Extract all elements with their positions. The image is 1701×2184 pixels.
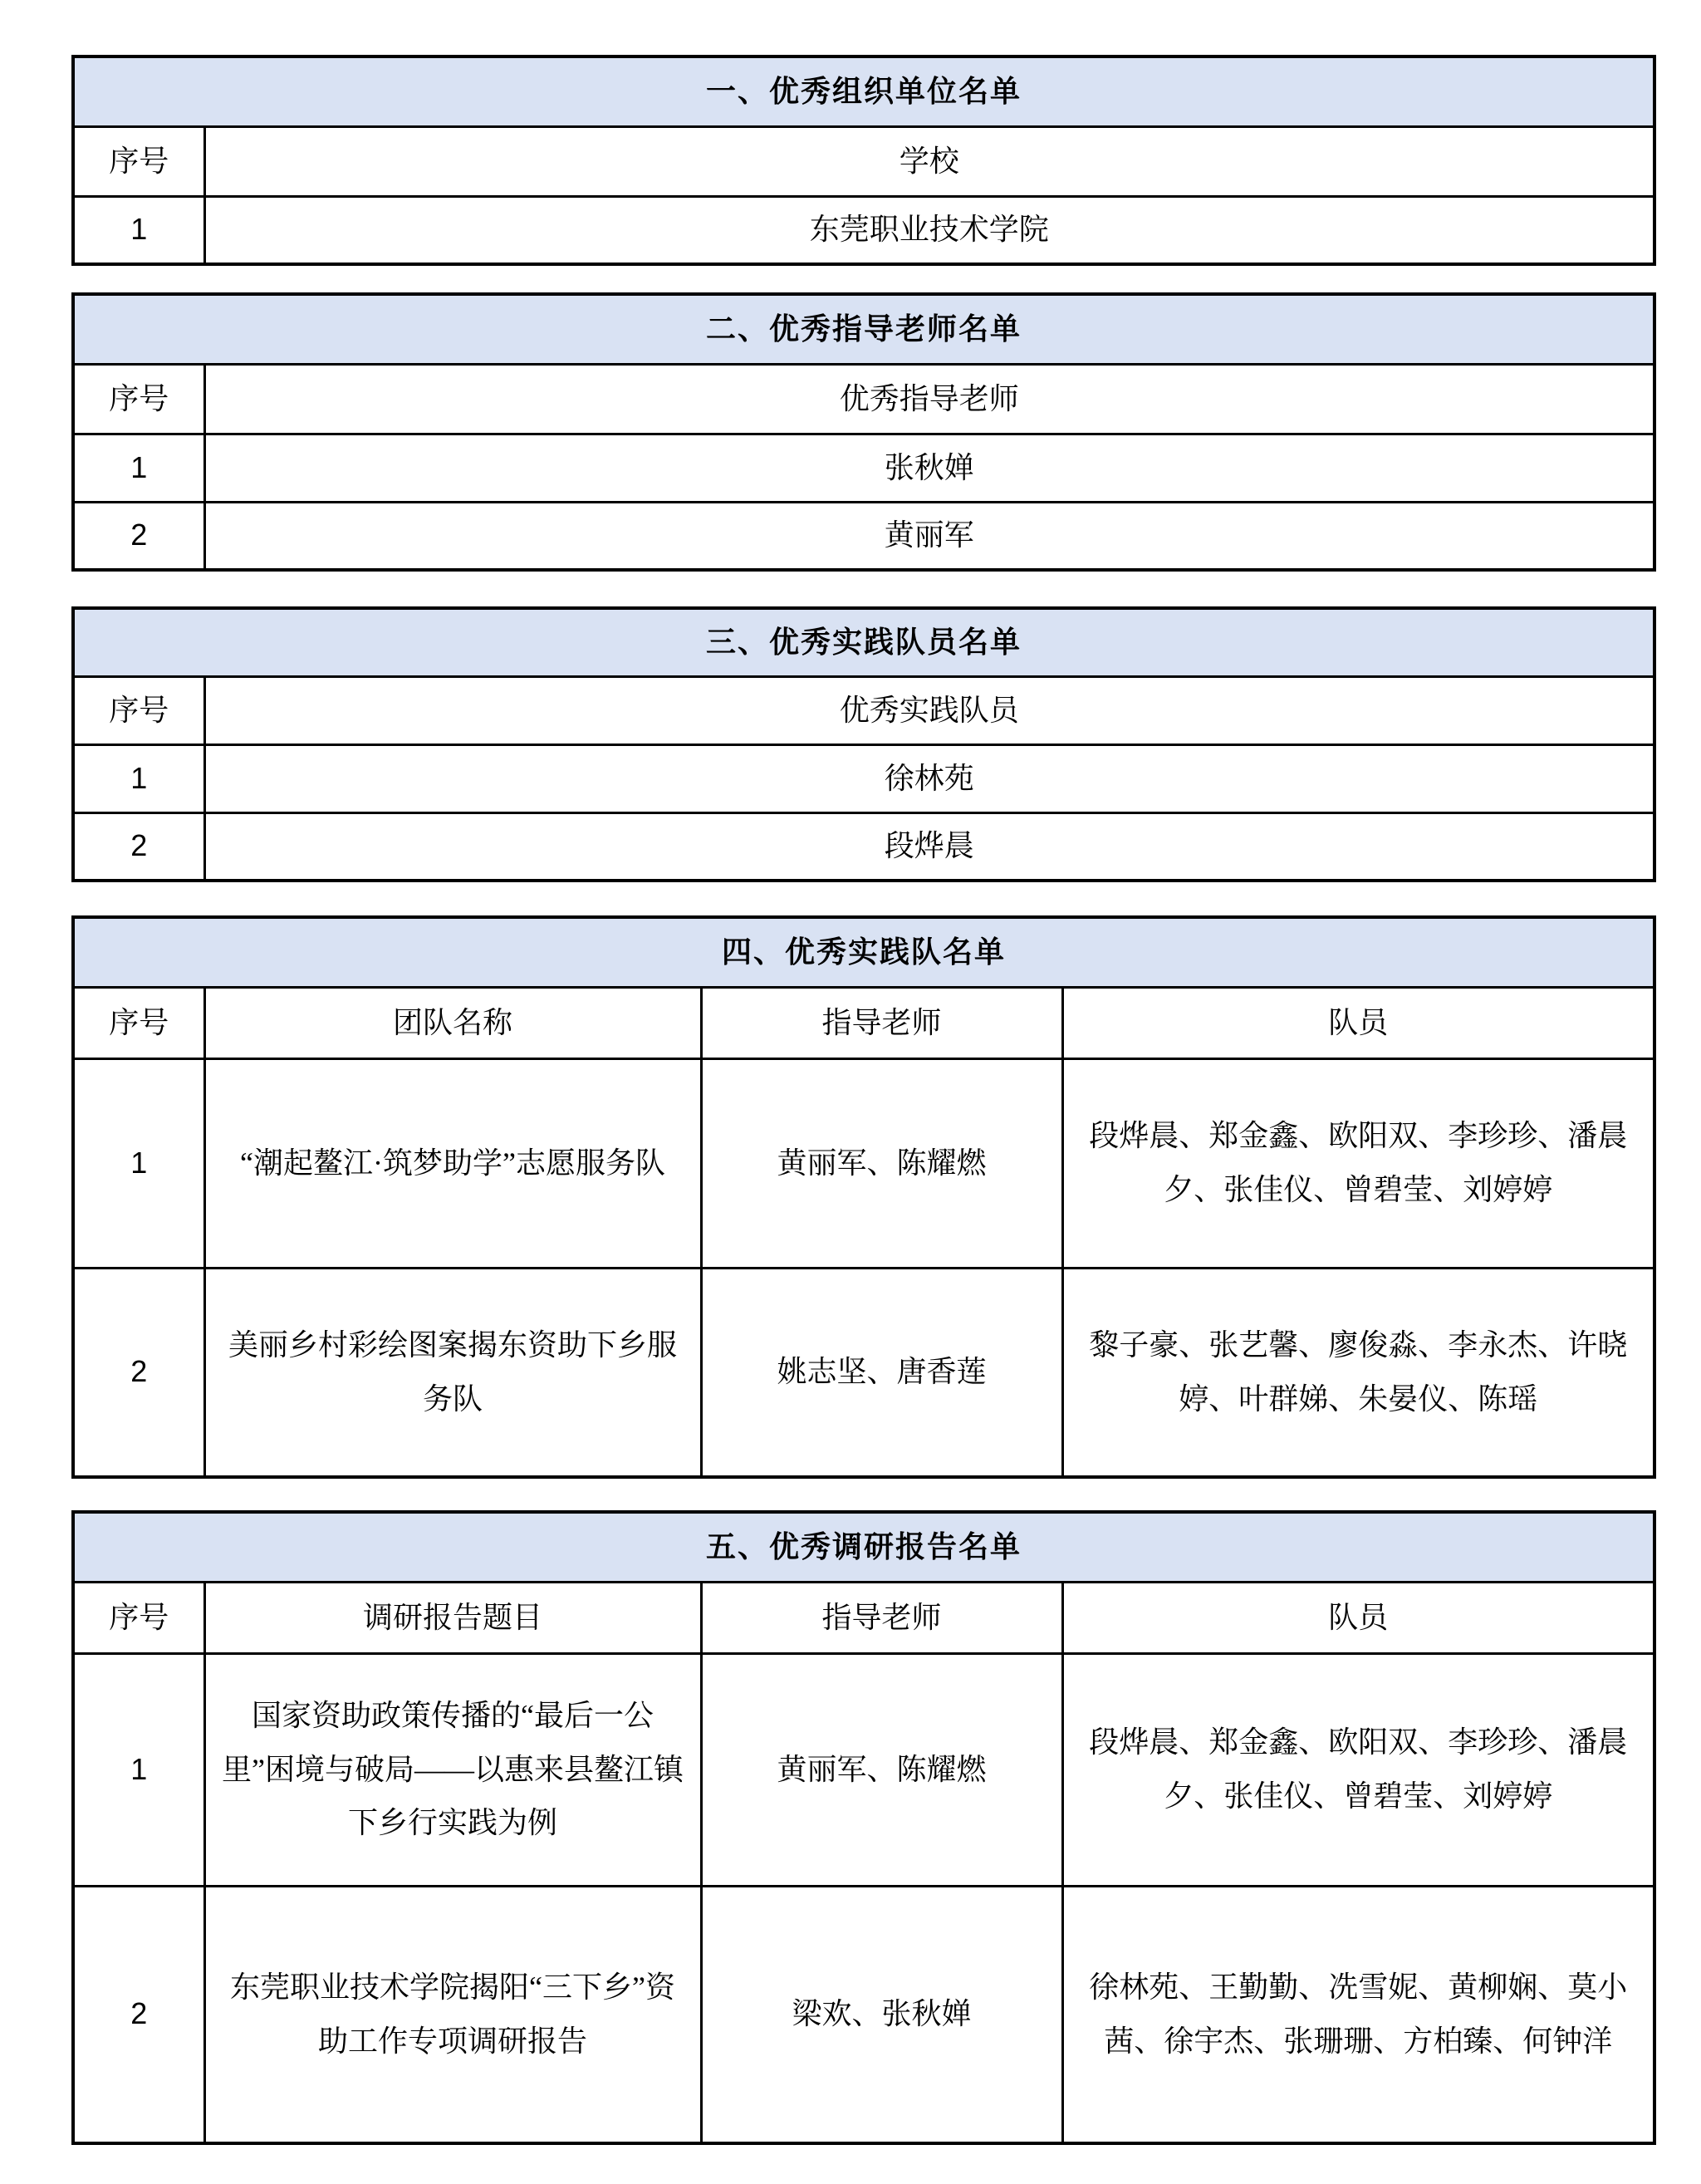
table-row — [73, 744, 1654, 812]
cell-index: 2 — [73, 1268, 204, 1477]
cell-advisors: 黄丽军、陈耀燃 — [701, 1653, 1062, 1886]
cell-report-title: 东莞职业技术学院揭阳“三下乡”资助工作专项调研报告 — [204, 1886, 701, 2143]
col-header-index: 序号 — [73, 1582, 204, 1653]
cell-members: 段烨晨、郑金鑫、欧阳双、李珍珍、潘晨夕、张佳仪、曾碧莹、刘婷婷 — [1062, 1653, 1654, 1886]
table-excellent-teams — [71, 915, 1656, 1479]
cell-members: 段烨晨、郑金鑫、欧阳双、李珍珍、潘晨夕、张佳仪、曾碧莹、刘婷婷 — [1062, 1058, 1654, 1268]
cell-member: 徐林苑 — [204, 744, 1654, 812]
cell-advisors: 黄丽军、陈耀燃 — [701, 1058, 1062, 1268]
col-header-members: 队员 — [1062, 1582, 1654, 1653]
table-excellent-reports — [71, 1510, 1656, 2145]
cell-advisor: 黄丽军 — [204, 502, 1654, 570]
section-title: 二、优秀指导老师名单 — [73, 294, 1654, 364]
section-title: 一、优秀组织单位名单 — [73, 56, 1654, 126]
cell-index: 1 — [73, 744, 204, 812]
col-header-index: 序号 — [73, 126, 204, 196]
col-header-members: 队员 — [1062, 987, 1654, 1058]
cell-report-title: 国家资助政策传播的“最后一公里”困境与破局——以惠来县鳌江镇下乡行实践为例 — [204, 1653, 701, 1886]
table-row — [73, 1886, 1654, 2143]
table-row — [73, 812, 1654, 881]
col-header-advisors: 指导老师 — [701, 1582, 1062, 1653]
table-row — [73, 1058, 1654, 1268]
col-header-report-title: 调研报告题目 — [204, 1582, 701, 1653]
cell-team-name: 美丽乡村彩绘图案揭东资助下乡服务队 — [204, 1268, 701, 1477]
cell-members: 黎子豪、张艺馨、廖俊淼、李永杰、许晓婷、叶群娣、朱晏仪、陈瑶 — [1062, 1268, 1654, 1477]
table-row — [73, 434, 1654, 502]
col-header-team-name: 团队名称 — [204, 987, 701, 1058]
table-excellent-members — [71, 606, 1656, 882]
cell-members: 徐林苑、王勤勤、冼雪妮、黄柳娴、莫小茜、徐宇杰、张珊珊、方柏臻、何钟洋 — [1062, 1886, 1654, 2143]
cell-advisor: 张秋婵 — [204, 434, 1654, 502]
table-excellent-advisors — [71, 292, 1656, 572]
cell-school: 东莞职业技术学院 — [204, 196, 1654, 264]
cell-index: 2 — [73, 502, 204, 570]
section-title: 五、优秀调研报告名单 — [73, 1512, 1654, 1582]
table-row — [73, 1268, 1654, 1477]
table-excellent-organizations — [71, 55, 1656, 266]
cell-index: 2 — [73, 812, 204, 881]
col-header-advisor: 优秀指导老师 — [204, 364, 1654, 434]
table-row — [73, 502, 1654, 570]
cell-member: 段烨晨 — [204, 812, 1654, 881]
col-header-index: 序号 — [73, 364, 204, 434]
table-row — [73, 1653, 1654, 1886]
col-header-index: 序号 — [73, 676, 204, 744]
cell-team-name: “潮起鳌江·筑梦助学”志愿服务队 — [204, 1058, 701, 1268]
cell-index: 1 — [73, 1058, 204, 1268]
col-header-advisors: 指导老师 — [701, 987, 1062, 1058]
table-row — [73, 196, 1654, 264]
cell-advisors: 梁欢、张秋婵 — [701, 1886, 1062, 2143]
cell-advisors: 姚志坚、唐香莲 — [701, 1268, 1062, 1477]
col-header-index: 序号 — [73, 987, 204, 1058]
cell-index: 1 — [73, 1653, 204, 1886]
col-header-member: 优秀实践队员 — [204, 676, 1654, 744]
col-header-school: 学校 — [204, 126, 1654, 196]
section-title: 四、优秀实践队名单 — [73, 917, 1654, 987]
cell-index: 1 — [73, 196, 204, 264]
cell-index: 2 — [73, 1886, 204, 2143]
section-title: 三、优秀实践队员名单 — [73, 608, 1654, 676]
cell-index: 1 — [73, 434, 204, 502]
